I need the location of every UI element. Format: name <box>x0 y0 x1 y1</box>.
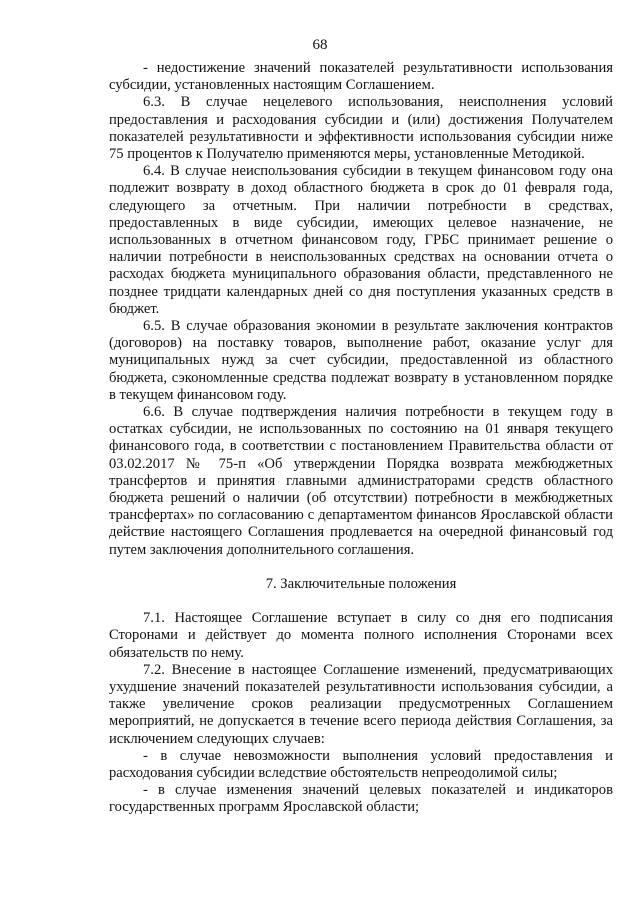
paragraph-7-2-item-2: - в случае изменения значений целевых показателей и индикаторов государственных программ Ярославской области; <box>109 782 613 816</box>
section-title: 7. Заключительные положения <box>265 575 457 592</box>
paragraph-7-2-item-1: - в случае невозможности выполнения условий предоставления и расходования субсидии вследствие обстоятельств непреодолимой силы; <box>109 747 613 781</box>
paragraph-7-2: 7.2. Внесение в настоящее Соглашение изменений, предусматривающих ухудшение значений показателей результативности использования субсидии, а также увеличение сроков реализации предусмотренных Соглашением мероприятий, не допускается в течение всего периода действия Соглашения, за исключением следующих случаев: <box>109 661 613 747</box>
paragraph-6-3: 6.3. В случае нецелевого использования, неисполнения условий предоставления и расходования субсидии и (или) достижения Получателем показателей результативности и эффективности использования субсидии ниже 75 процентов к Получателю применяются меры, установленные Методикой. <box>109 94 613 163</box>
paragraph-6-4: 6.4. В случае неиспользования субсидии в текущем финансовом году она подлежит возврату в доход областного бюджета в срок до 01 февраля года, следующего за отчетным. При наличии потребности в средствах, предоставленных в виде субсидии, имеющих целевое назначение, не использованных в отчетном финансовом году, ГРБС принимает решение о наличии потребности в неиспользованных средствах на основании отчета о расходах бюджета муниципального образования области, представленного не позднее тридцати календарных дней со дня поступления указанных средств в бюджет. <box>109 163 613 317</box>
paragraph-6-6: 6.6. В случае подтверждения наличия потребности в текущем году в остатках субсидии, не использованных по состоянию на 01 января текущего финансового года, в соответствии с постановлением Правительства области от 03.02.2017 № 75-п «Об утверждении Порядка возврата межбюджетных трансфертов и принятия главными администраторами средств областного бюджета решений о наличии (об отсутствии) потребности в межбюджетных трансфертах» по согласованию с департаментом финансов Ярославской области действие настоящего Соглашения продлевается на очередной финансовый год путем заключения дополнительного соглашения. <box>109 404 613 558</box>
paragraph-6-5: 6.5. В случае образования экономии в результате заключения контрактов (договоров) на поставку товаров, выполнение работ, оказание услуг для муниципальных нужд за счет субсидии, предоставленной из областного бюджета, сэкономленные средства подлежат возврату в установленном порядке в текущем финансовом году. <box>109 318 613 403</box>
page-number: 68 <box>312 37 328 53</box>
paragraph-7-1: 7.1. Настоящее Соглашение вступает в силу со дня его подписания Сторонами и действует до момента полного исполнения Сторонами всех обязательств по нему. <box>109 610 613 661</box>
paragraph-6-2-item: - недостижение значений показателей результативности использования субсидии, установленных настоящим Соглашением. <box>109 60 613 94</box>
document-body <box>109 60 613 817</box>
